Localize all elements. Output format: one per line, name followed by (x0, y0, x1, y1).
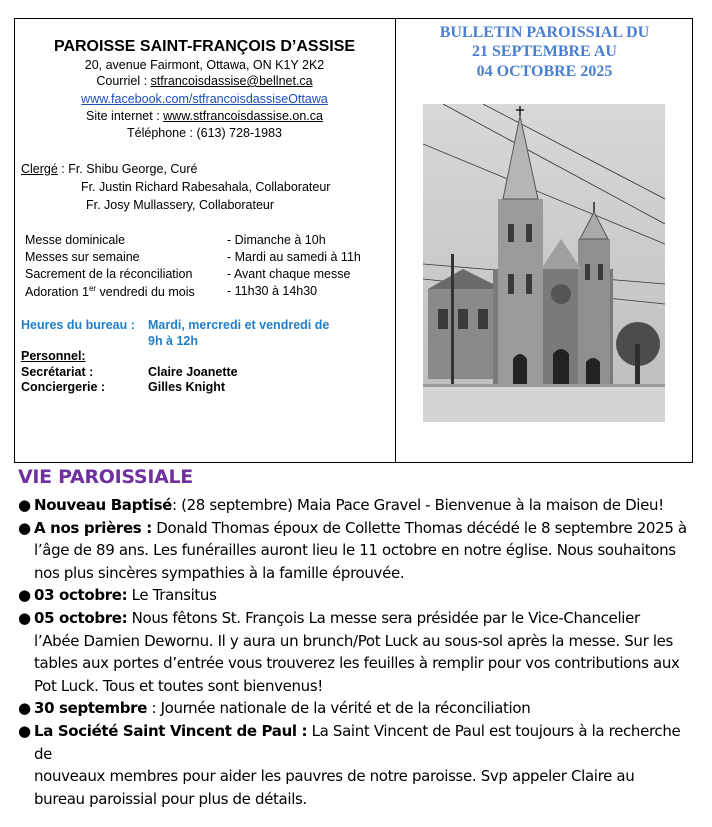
schedule-label: Messes sur semaine (25, 250, 140, 264)
office-hours-days: Mardi, mercredi et vendredi de (148, 318, 330, 332)
list-item: ● 30 septembre : Journée nationale de la vérité et de la réconciliation (18, 697, 698, 720)
staff-role: Conciergerie : (21, 380, 106, 394)
phone-line: Téléphone : (613) 728-1983 (127, 126, 282, 140)
bullet-icon: ● (18, 721, 31, 740)
email-label: Courriel : (96, 74, 151, 88)
office-hours-time: 9h à 12h (148, 334, 199, 348)
bullet-icon: ● (18, 518, 31, 537)
facebook-line (14, 92, 395, 106)
parish-news-list (18, 494, 698, 810)
clergy-label: Clergé (21, 162, 58, 176)
parish-name: PAROISSE SAINT-FRANÇOIS D’ASSISE (53, 38, 356, 55)
bulletin-title-line: 21 SEPTEMBRE AU (472, 43, 617, 60)
office-hours-label: Heures du bureau : (21, 318, 135, 332)
clergy-member: Fr. Shibu George, Curé (68, 162, 198, 176)
list-item: ● Nouveau Baptisé: (28 septembre) Maia Pace Gravel - Bienvenue à la maison de Dieu! (18, 494, 698, 517)
schedule-value: - 11h30 à 14h30 (227, 284, 318, 298)
email-address[interactable]: stfrancoisdassise@bellnet.ca (150, 74, 313, 88)
church-illustration (423, 104, 665, 422)
bulletin-panel (396, 18, 693, 463)
list-item: ● 03 octobre: Le Transitus (18, 584, 698, 607)
staff-label: Personnel: (21, 349, 86, 363)
staff-name: Gilles Knight (148, 380, 226, 394)
website-label: Site internet : (86, 109, 164, 123)
schedule-value: - Mardi au samedi à 11h (227, 250, 361, 264)
bullet-icon: ● (18, 699, 31, 718)
staff-name: Claire Joanette (148, 365, 238, 379)
schedule-label: Adoration 1er vendredi du mois (25, 284, 195, 300)
bulletin-title-line: 04 OCTOBRE 2025 (476, 63, 613, 80)
facebook-link[interactable]: www.facebook.com/stfrancoisdassiseOttawa (81, 92, 328, 106)
bullet-icon: ● (18, 496, 31, 514)
website-link[interactable]: www.stfrancoisdassise.on.ca (163, 109, 323, 123)
clergy-line-1: Clergé : Fr. Shibu George, Curé (21, 162, 198, 176)
section-title: VIE PAROISSIALE (18, 466, 193, 488)
list-item: ● 05 octobre: Nous fêtons St. François La messe sera présidée par le Vice-Chancelier l’Abée Damien Dewornu. Il y aura un brunch/Pot Luck au sous-sol après la messe. Sur les tables aux portes d’entrée vous trouverez les feuilles à remplir pour vos contributions aux Pot Luck. Tous et toutes sont bienvenus! (18, 608, 680, 695)
schedule-value: - Dimanche à 10h (227, 233, 326, 247)
list-item: ● A nos prières : Donald Thomas époux de Collette Thomas décédé le 8 septembre 2025 à l’âge de 89 ans. Les funérailles auront lieu le 11 octobre en notre église. Nous souhaitons nos plus sincères sympathies à la famille éprouvée. (18, 518, 687, 582)
bullet-icon: ● (18, 608, 31, 627)
list-item: ● La Société Saint Vincent de Paul : La Saint Vincent de Paul est toujours à la recherche de nouveaux membres pour aider les pauvres de notre paroisse. Svp appeler Claire au bureau paroissial pour plus de détails. (18, 721, 681, 808)
bullet-icon: ● (18, 586, 31, 605)
email-line (14, 74, 395, 88)
staff-role: Secrétariat : (21, 365, 94, 379)
schedule-label: Sacrement de la réconciliation (25, 267, 193, 281)
clergy-member: Fr. Justin Richard Rabesahala, Collaborateur (81, 180, 331, 194)
bulletin-title-line: BULLETIN PAROISSIAL DU (439, 24, 650, 41)
schedule-value: - Avant chaque messe (227, 267, 351, 281)
church-photo (423, 104, 665, 422)
schedule-label: Messe dominicale (25, 233, 126, 247)
parish-info-panel (14, 18, 395, 463)
parish-address: 20, avenue Fairmont, Ottawa, ON K1Y 2K2 (84, 58, 325, 72)
clergy-member: Fr. Josy Mullassery, Collaborateur (86, 198, 275, 212)
website-line (14, 109, 395, 123)
